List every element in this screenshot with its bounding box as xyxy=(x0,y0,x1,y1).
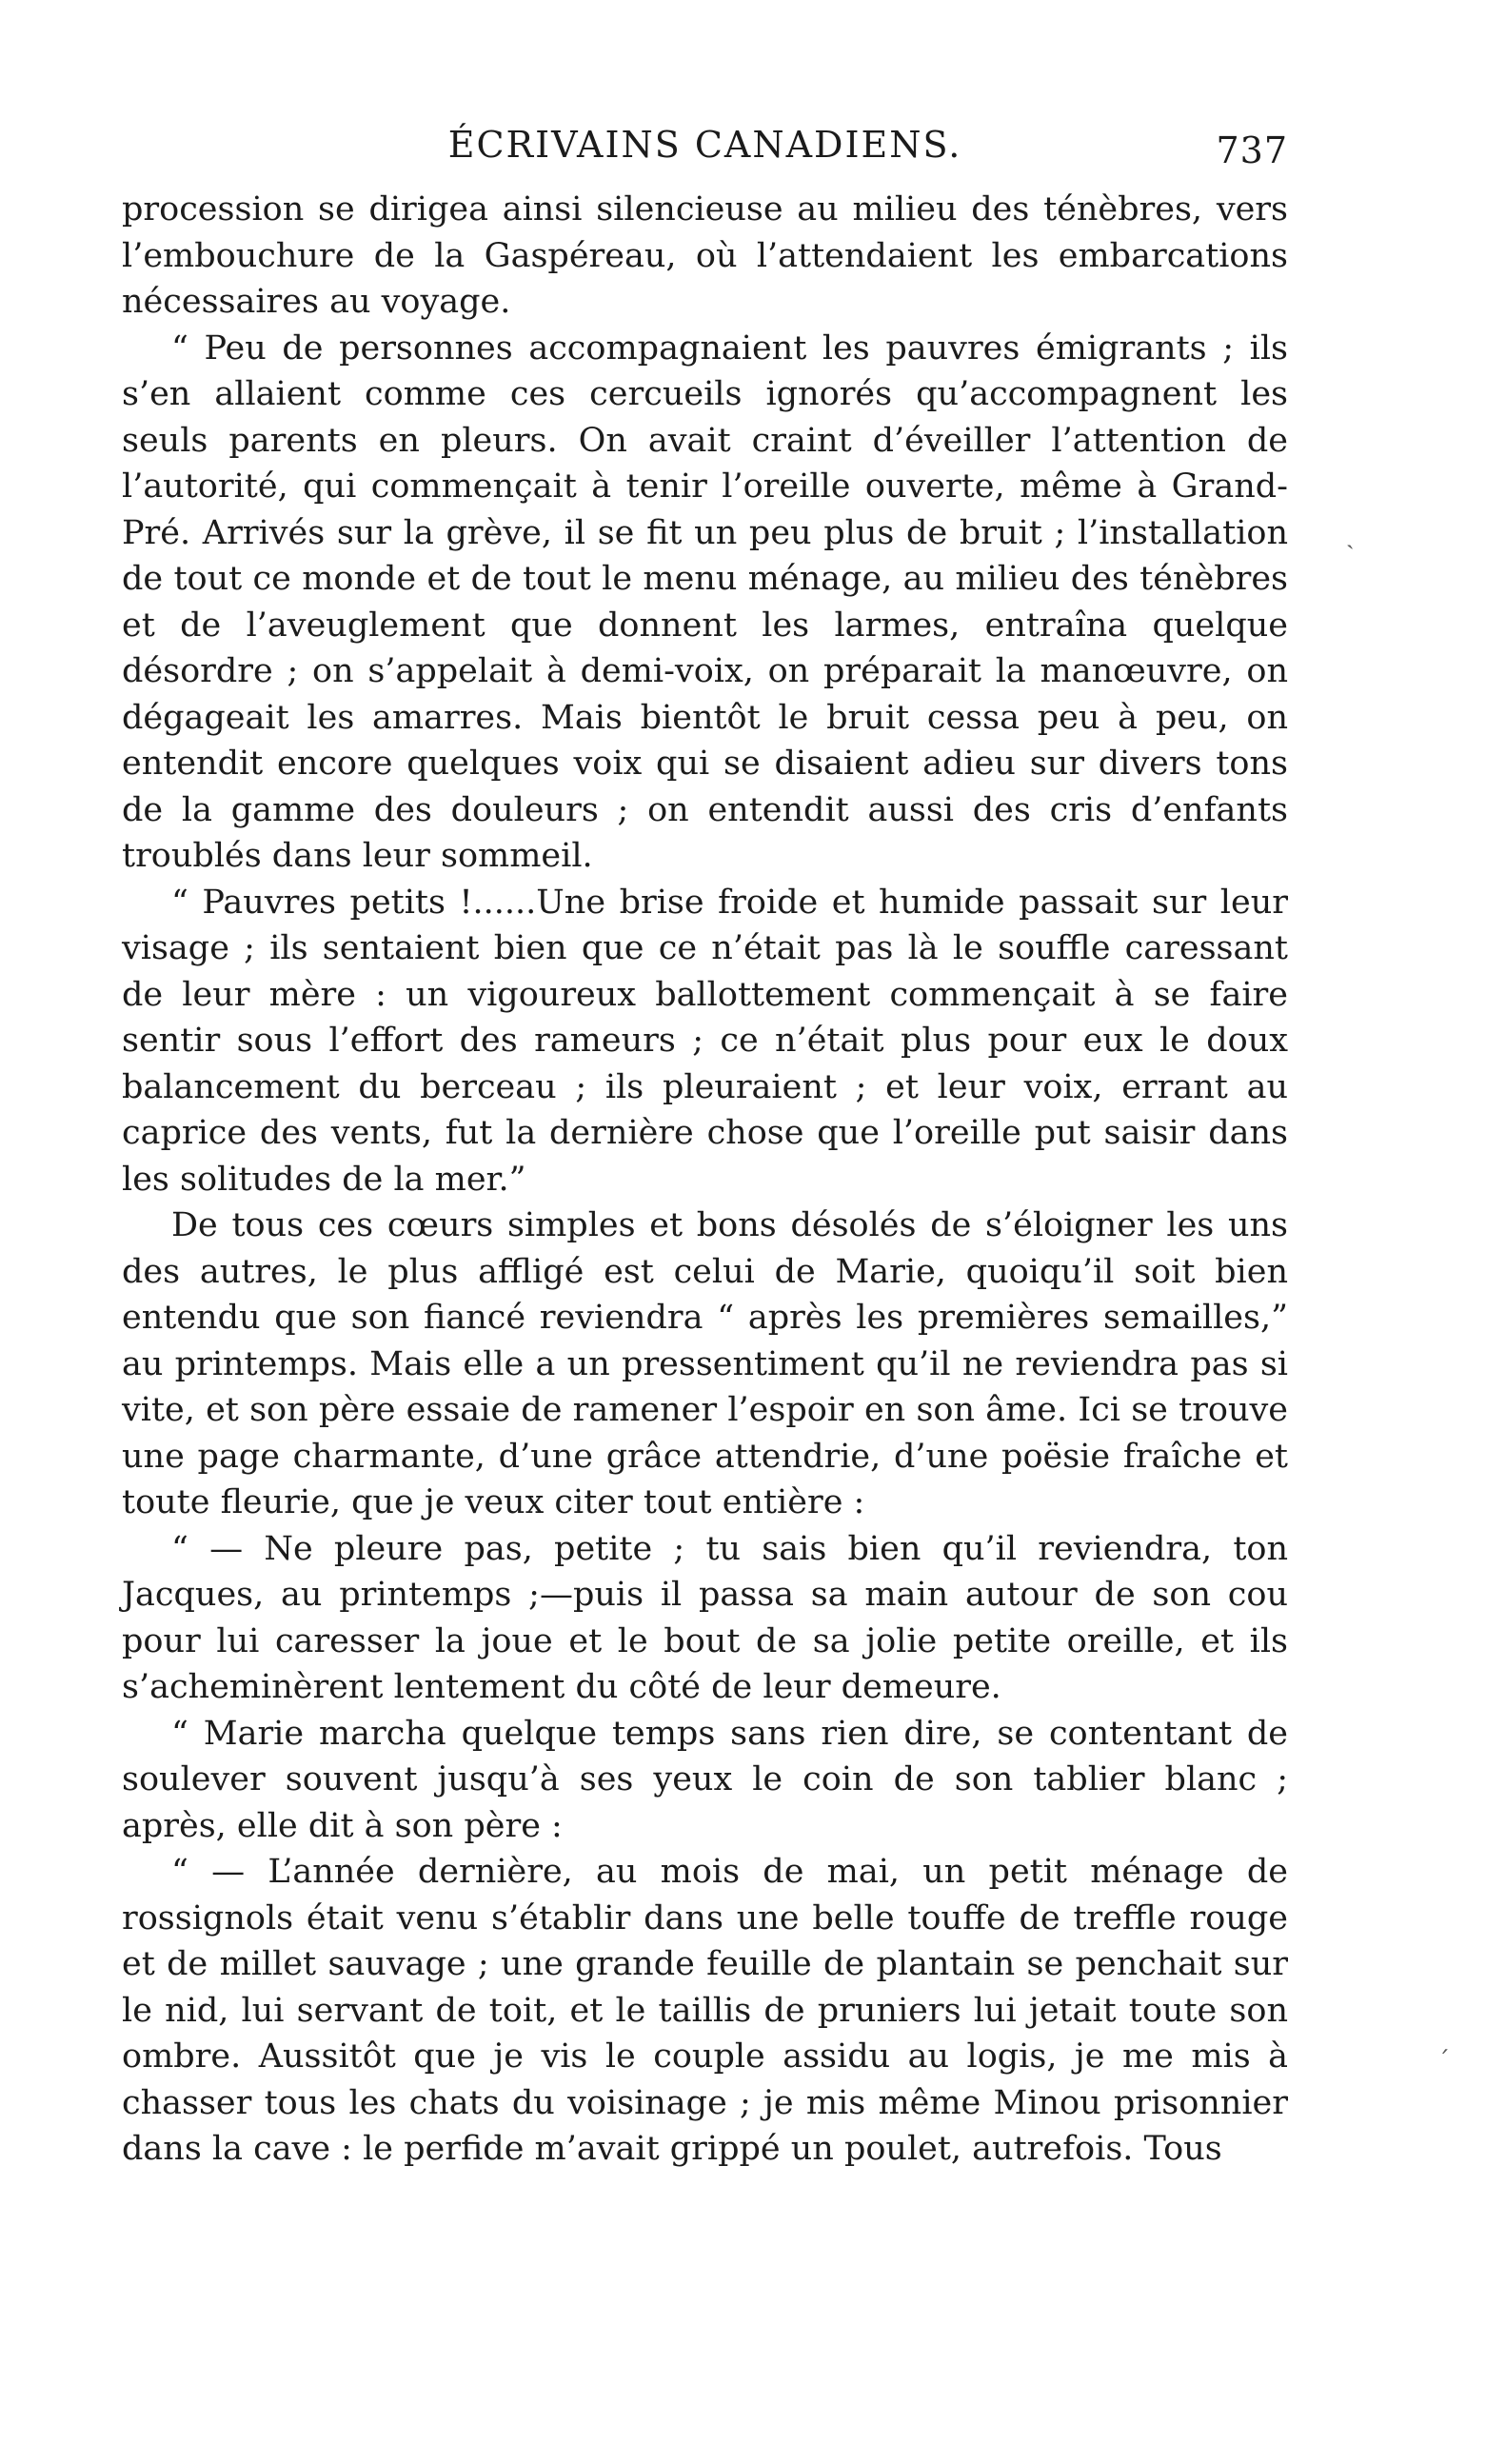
running-title: ÉCRIVAINS CANADIENS. xyxy=(447,124,962,166)
running-head xyxy=(122,124,1288,183)
margin-speck: ˎ xyxy=(1346,522,1355,550)
paragraph: De tous ces cœurs simples et bons désolés de s’éloigner les uns des autres, le plus affligé est celui de Marie, quoiqu’il soit bien entendu que son fiancé reviendra “ après les premières semailles,” au printemps. Mais elle a un pressentiment qu’il ne reviendra pas si vite, et son père essaie de ramener l’espoir en son âme. Ici se trouve une page charmante, d’une grâce attendrie, d’une poësie fraîche et toute fleurie, que je veux citer tout entière : xyxy=(122,1206,1288,1521)
paragraph: “ — Ne pleure pas, petite ; tu sais bien qu’il reviendra, ton Jacques, au printemps ;—puis il passa sa main autour de son cou pour lui caresser la joue et le bout de sa jolie petite oreille, et ils s’acheminèrent lentement du côté de leur demeure. xyxy=(122,1529,1288,1706)
margin-speck: ˊ xyxy=(1437,2047,1450,2076)
paragraph: “ — L’année dernière, au mois de mai, un petit ménage de rossignols était venu s’établir dans une belle touffe de treffle rouge et de millet sauvage ; une grande feuille de plantain se penchait sur le nid, lui servant de toit, et le taillis de pruniers lui jetait toute son ombre. Aussitôt que je vis le couple assidu au logis, je me mis à chasser tous les chats du voisinage ; je mis même Minou prisonnier dans la cave : le perfide m’avait grippé un poulet, autrefois. Tous xyxy=(122,1853,1288,2168)
paragraph-continued: procession se dirigea ainsi silencieuse au milieu des ténèbres, vers l’embouchure de la Gaspéreau, où l’attendaient les embarcations nécessaires au voyage. xyxy=(122,190,1288,321)
paragraph: “ Pauvres petits !......Une brise froide et humide passait sur leur visage ; ils sentaient bien que ce n’était pas là le souffle caressant de leur mère : un vigoureux ballottement commençait à se faire sentir sous l’effort des rameurs ; ce n’était plus pour eux le doux balancement du berceau ; ils pleuraient ; et leur voix, errant au caprice des vents, fut la dernière chose que l’oreille put saisir dans les solitudes de la mer.” xyxy=(122,883,1288,1199)
paragraph: “ Peu de personnes accompagnaient les pauvres émigrants ; ils s’en allaient comme ces cercueils ignorés qu’accompagnent les seuls parents en pleurs. On avait craint d’éveiller l’attention de l’autorité, qui commençait à tenir l’oreille ouverte, même à Grand-Pré. Arrivés sur la grève, il se fit un peu plus de bruit ; l’installation de tout ce monde et de tout le menu ménage, au milieu des ténèbres et de l’aveuglement que donnent les larmes, entraîna quelque désordre ; on s’appelait à demi-voix, on préparait la manœuvre, on dégageait les amarres. Mais bientôt le bruit cessa peu à peu, on entendit encore quelques voix qui se disaient adieu sur divers tons de la gamme des douleurs ; on entendit aussi des cris d’enfants troublés dans leur sommeil. xyxy=(122,328,1288,875)
book-page xyxy=(122,124,1288,2173)
body-text xyxy=(122,187,1288,2173)
page-number: 737 xyxy=(1216,129,1288,171)
paragraph: “ Marie marcha quelque temps sans rien dire, se contentant de soulever souvent jusqu’à ses yeux le coin de son tablier blanc ; après, elle dit à son père : xyxy=(122,1714,1288,1845)
